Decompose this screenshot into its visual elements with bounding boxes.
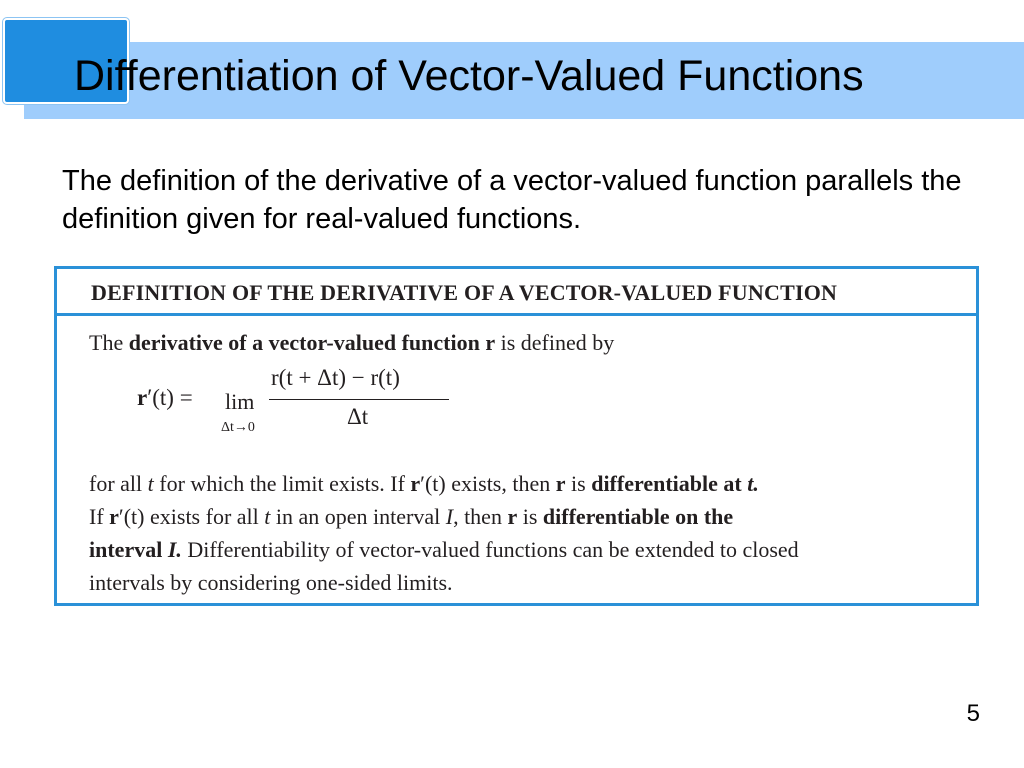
var: t [147, 471, 154, 496]
formula-denominator: Δt [347, 404, 369, 429]
bold-term: differentiable at [591, 471, 748, 496]
vector-r: r [109, 504, 119, 529]
definition-line [89, 533, 946, 566]
vector-r: r [555, 471, 566, 496]
bold-term: interval [89, 537, 168, 562]
var: t. [747, 471, 759, 496]
definition-box [54, 266, 979, 606]
text: is defined by [495, 330, 615, 355]
page-number: 5 [966, 700, 980, 727]
var: t [264, 504, 271, 529]
vector-r: r [137, 385, 148, 410]
var: I [445, 504, 454, 529]
text: for which the limit exists. If [153, 471, 411, 496]
formula-lim: lim [225, 389, 255, 414]
slide-title: Differentiation of Vector-Valued Functions [74, 52, 864, 100]
var: I. [167, 537, 182, 562]
formula-lim-subscript: Δt→0 [221, 420, 255, 435]
formula-numerator: r(t + Δt) − r(t) [271, 365, 400, 390]
text: for all [89, 471, 148, 496]
definition-intro-line [89, 326, 946, 359]
text: , then [453, 504, 508, 529]
text: ′(t) exists, then [420, 471, 556, 496]
definition-line [89, 500, 946, 533]
definition-line [89, 467, 946, 500]
vector-r: r [507, 504, 518, 529]
definition-paragraph [89, 467, 946, 599]
text: is [565, 471, 592, 496]
definition-body [57, 316, 976, 599]
text: The [89, 330, 129, 355]
vector-r: r [410, 471, 421, 496]
bold-term: differentiable on the [542, 504, 734, 529]
bold-term: derivative of a vector-valued function r [128, 330, 496, 355]
text: ′(t) exists for all [118, 504, 265, 529]
text: is [517, 504, 543, 529]
text: If [89, 504, 110, 529]
formula-lhs [137, 385, 193, 411]
definition-line: intervals by considering one-sided limits. [89, 570, 453, 595]
definition-header: DEFINITION OF THE DERIVATIVE OF A VECTOR-VALUED FUNCTION [57, 269, 976, 316]
text: ′(t) = [147, 385, 193, 410]
derivative-formula [89, 359, 946, 467]
intro-text: The definition of the derivative of a vector-valued function parallels the definition given for real-valued functions. [62, 165, 962, 235]
text: in an open interval [270, 504, 446, 529]
text: Differentiability of vector-valued functions can be extended to closed [181, 537, 799, 562]
fraction-bar [269, 399, 449, 400]
